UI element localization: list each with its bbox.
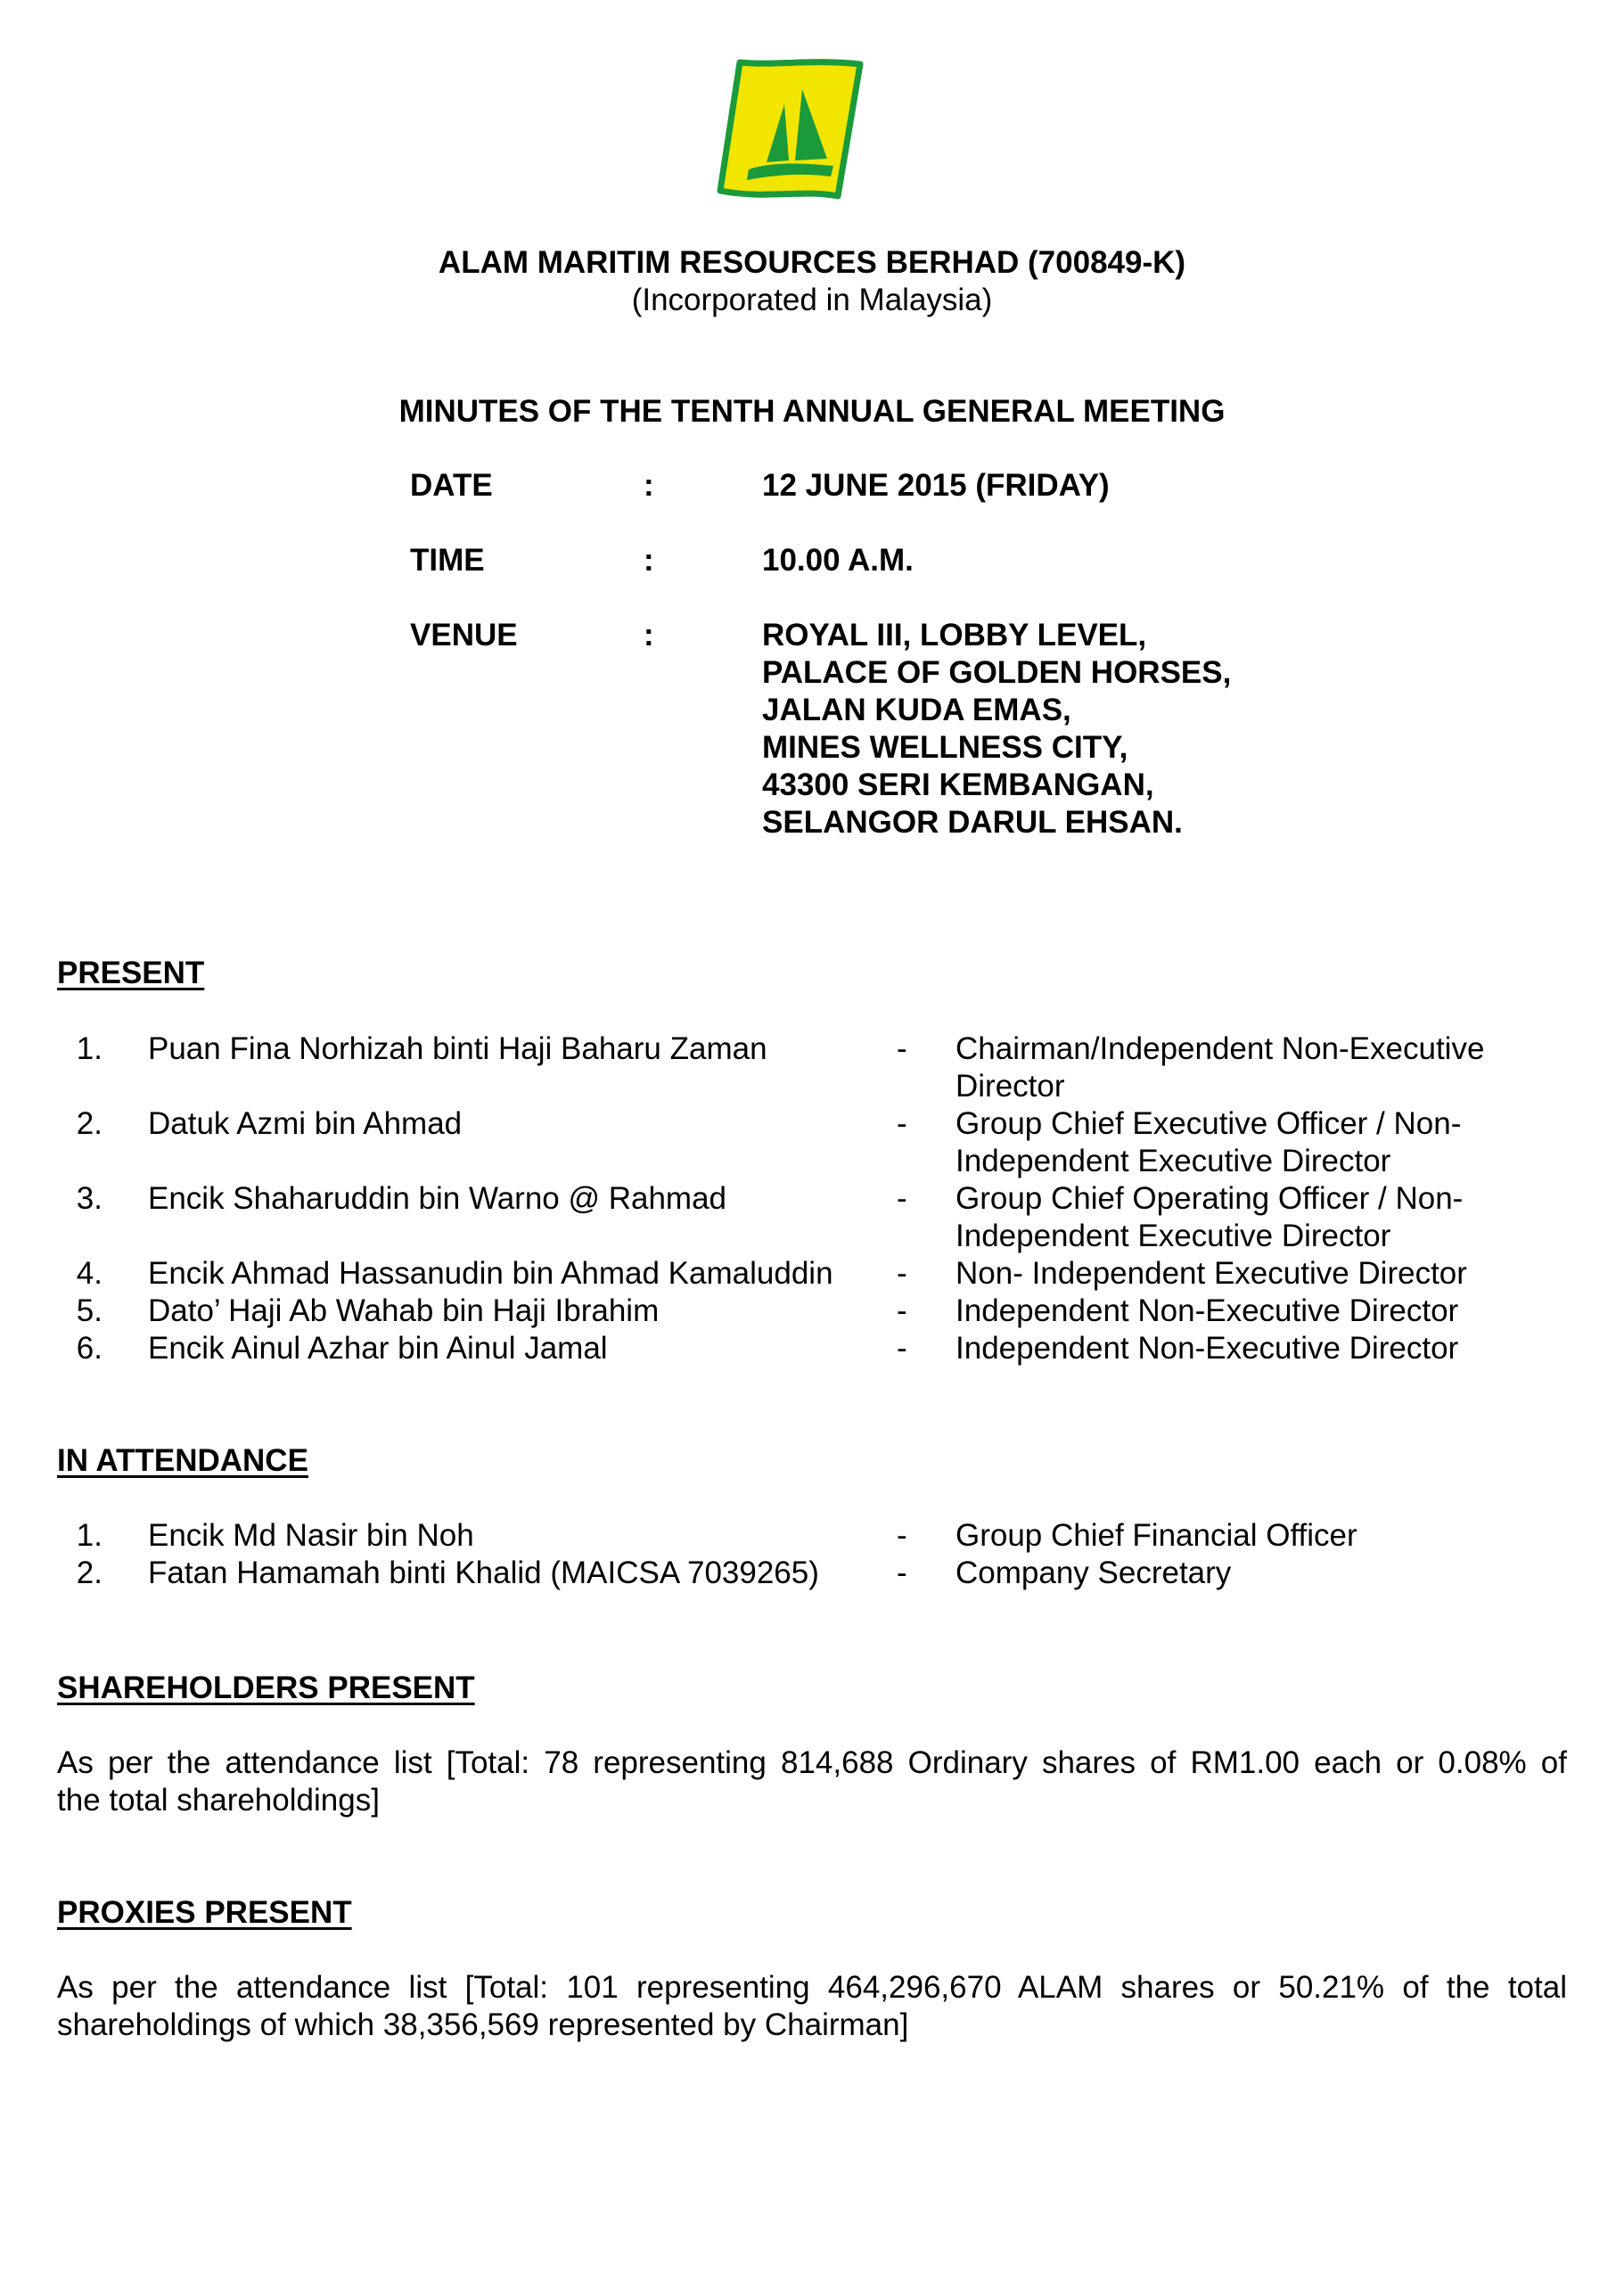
venue-line: SELANGOR DARUL EHSAN. — [762, 805, 1183, 840]
date-colon: : — [644, 468, 654, 503]
list-number: 6. — [76, 1331, 103, 1366]
attendee-name: Encik Ahmad Hassanudin bin Ahmad Kamaluddin — [148, 1256, 833, 1291]
attendee-name: Fatan Hamamah binti Khalid (MAICSA 7039265) — [148, 1556, 819, 1590]
list-dash: - — [897, 1293, 907, 1328]
proxies-heading: PROXIES PRESENT — [57, 1895, 352, 1930]
venue-line: JALAN KUDA EMAS, — [762, 693, 1071, 727]
list-number: 4. — [76, 1256, 103, 1291]
paragraph-line: As per the attendance list [Total: 78 representing 814,688 Ordinary shares of RM1.00 each or 0.08% of — [57, 1745, 1567, 1780]
paragraph-line: shareholdings of which 38,356,569 represented by Chairman] — [57, 2007, 909, 2042]
attendee-name: Encik Md Nasir bin Noh — [148, 1518, 474, 1553]
venue-line: ROYAL III, LOBBY LEVEL, — [762, 618, 1147, 653]
proxies-paragraph — [57, 1969, 1567, 2044]
list-dash: - — [897, 1031, 907, 1066]
date-label: DATE — [410, 468, 493, 503]
list-dash: - — [897, 1518, 907, 1553]
attendee-role — [956, 1030, 1597, 1105]
logo-flag — [720, 62, 860, 196]
incorporation-note: (Incorporated in Malaysia) — [631, 283, 993, 317]
list-number: 1. — [76, 1031, 103, 1066]
attendee-name: Dato’ Haji Ab Wahab bin Haji Ibrahim — [148, 1293, 660, 1328]
venue-label: VENUE — [410, 618, 518, 653]
attendee-role: Independent Non-Executive Director — [956, 1331, 1459, 1366]
attendee-role: Non- Independent Executive Director — [956, 1256, 1467, 1291]
attendance-heading: IN ATTENDANCE — [57, 1443, 308, 1478]
venue-line: 43300 SERI KEMBANGAN, — [762, 768, 1154, 802]
present-heading: PRESENT — [57, 956, 205, 990]
time-value: 10.00 A.M. — [762, 543, 914, 578]
attendee-name: Encik Ainul Azhar bin Ainul Jamal — [148, 1331, 608, 1366]
attendee-role: Independent Non-Executive Director — [956, 1293, 1459, 1328]
attendee-name: Datuk Azmi bin Ahmad — [148, 1106, 463, 1141]
list-dash: - — [897, 1106, 907, 1141]
role-line: Independent Executive Director — [956, 1219, 1391, 1253]
attendee-role: Group Chief Financial Officer — [956, 1518, 1357, 1553]
attendee-name: Puan Fina Norhizah binti Haji Baharu Zaman — [148, 1031, 767, 1066]
list-dash: - — [897, 1181, 907, 1216]
role-line: Chairman/Independent Non-Executive — [956, 1031, 1485, 1066]
role-line: Group Chief Operating Officer / Non- — [956, 1181, 1464, 1216]
date-value: 12 JUNE 2015 (FRIDAY) — [762, 468, 1110, 503]
role-line: Director — [956, 1069, 1065, 1104]
list-dash: - — [897, 1331, 907, 1366]
role-line: Independent Executive Director — [956, 1144, 1391, 1178]
attendee-role — [956, 1180, 1597, 1255]
time-colon: : — [644, 543, 654, 578]
list-number: 1. — [76, 1518, 103, 1553]
list-dash: - — [897, 1256, 907, 1291]
venue-line: MINES WELLNESS CITY, — [762, 730, 1128, 765]
attendee-name: Encik Shaharuddin bin Warno @ Rahmad — [148, 1181, 727, 1216]
attendee-role — [956, 1105, 1597, 1180]
minutes-title: MINUTES OF THE TENTH ANNUAL GENERAL MEETING — [398, 394, 1226, 429]
paragraph-line: the total shareholdings] — [57, 1783, 380, 1818]
list-number: 5. — [76, 1293, 103, 1328]
company-logo — [713, 55, 865, 207]
list-number: 3. — [76, 1181, 103, 1216]
role-line: Group Chief Executive Officer / Non- — [956, 1106, 1462, 1141]
venue-line: PALACE OF GOLDEN HORSES, — [762, 655, 1232, 690]
list-dash: - — [897, 1556, 907, 1590]
paragraph-line: As per the attendance list [Total: 101 representing 464,296,670 ALAM shares or 50.21% of the total — [57, 1970, 1567, 2005]
shareholders-paragraph — [57, 1744, 1567, 1819]
company-name: ALAM MARITIM RESOURCES BERHAD (700849-K) — [438, 245, 1186, 280]
list-number: 2. — [76, 1556, 103, 1590]
venue-colon: : — [644, 618, 654, 653]
shareholders-heading: SHAREHOLDERS PRESENT — [57, 1670, 475, 1705]
time-label: TIME — [410, 543, 485, 578]
list-number: 2. — [76, 1106, 103, 1141]
attendee-role: Company Secretary — [956, 1556, 1232, 1590]
venue-address — [762, 617, 1231, 841]
